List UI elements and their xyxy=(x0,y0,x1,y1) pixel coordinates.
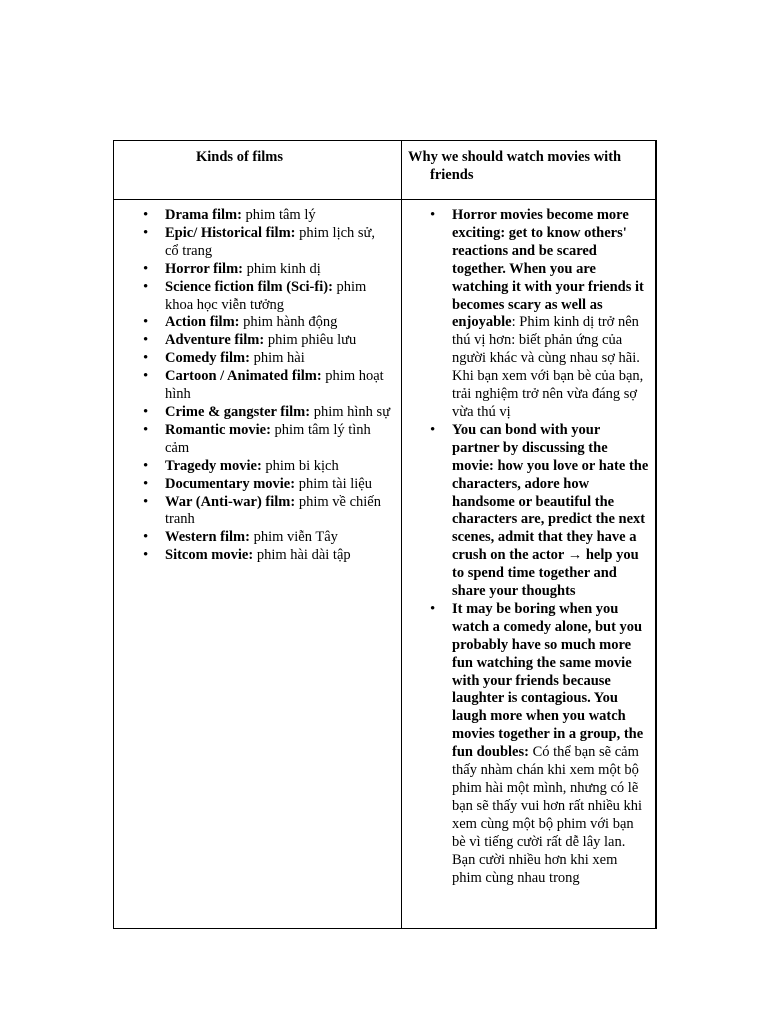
film-kind-term: Comedy film: xyxy=(165,350,250,367)
film-kind-translation: phim phiêu lưu xyxy=(264,332,357,349)
reasons-list xyxy=(402,200,655,887)
reason-item xyxy=(452,601,649,888)
film-kind-term: Romantic movie: xyxy=(165,421,271,438)
film-kind-translation: phim về chiến tranh xyxy=(165,493,381,528)
header-kinds-of-films: Kinds of films xyxy=(196,149,284,165)
film-kind-translation: phim tâm lý tình cảm xyxy=(165,421,371,456)
reason-translation: : Phim kinh dị trở nên thú vị hơn: biết phản ứng của người khác và cùng nhau sợ hãi. Khi bạn xem với bạn bè của bạn, trải nghiệm trở nên vừa đáng sợ vừa thú vị xyxy=(452,314,644,420)
header-why-line1: Why we should watch movies with xyxy=(408,149,622,165)
film-kind-item xyxy=(165,314,391,332)
film-kind-item xyxy=(165,458,391,476)
film-kind-item xyxy=(165,494,391,530)
header-cell-why xyxy=(402,141,656,200)
reason-bold-text: Horror movies become more exciting: get to know others' reactions and be scared together. When you are watching it with your friends it becomes scary as well as enjoyable xyxy=(452,207,644,331)
film-kind-item xyxy=(165,368,391,404)
header-why-watch-with-friends xyxy=(402,141,655,184)
film-kind-translation: phim tâm lý xyxy=(241,207,316,223)
film-kind-translation: phim hài dài tập xyxy=(253,547,351,564)
film-kind-item xyxy=(165,547,391,565)
reason-item xyxy=(452,207,649,422)
film-kind-term: Action film: xyxy=(165,314,240,331)
reason-translation: Có thể bạn sẽ cảm thấy nhàm chán khi xem một bộ phim hài một mình, nhưng có lẽ bạn sẽ thấy vui hơn rất nhiều khi xem cùng một bộ phim với bạn bè vì tiếng cười rất dễ lây lan. Bạn cười nhiều hơn khi xem phim cùng nhau trong xyxy=(452,744,643,886)
table-body-row xyxy=(114,200,656,929)
film-kind-term: Sitcom movie: xyxy=(165,547,254,564)
film-kind-item xyxy=(165,404,391,422)
film-kind-item xyxy=(165,279,391,315)
header-why-line2: friends xyxy=(430,167,474,183)
films-table xyxy=(113,140,657,929)
film-kind-term: Horror film: xyxy=(165,260,243,277)
film-kind-term: Drama film: xyxy=(165,207,242,223)
film-kind-item xyxy=(165,261,391,279)
film-kind-translation: phim hài xyxy=(249,350,305,367)
film-kind-translation: phim khoa học viễn tưởng xyxy=(165,278,367,313)
film-kind-translation: phim hoạt hình xyxy=(165,368,384,403)
films-list xyxy=(114,200,401,565)
film-kind-term: Tragedy movie: xyxy=(165,457,262,474)
film-kind-term: Western film: xyxy=(165,529,250,546)
film-kind-translation: phim viễn Tây xyxy=(249,529,338,546)
film-kind-term: Crime & gangster film: xyxy=(165,403,311,420)
films-cell xyxy=(114,200,402,929)
film-kind-item xyxy=(165,476,391,494)
film-kind-item xyxy=(165,332,391,350)
reason-bold-text: It may be boring when you watch a comedy alone, but you probably have so much more fun watching the same movie with your friends because laughter is contagious. You laugh more when you watch movies together in a group, the fun doubles: xyxy=(452,600,644,761)
reason-bold-text: You can bond with your partner by discussing the movie: how you love or hate the characters, adore how handsome or beautiful the characters are, predict the next scenes, admit that they have a crush on the actor → help you to spend time together and share your thoughts xyxy=(452,421,649,600)
film-kind-translation: phim hành động xyxy=(239,314,338,331)
film-kind-translation: phim hình sự xyxy=(310,403,391,420)
film-kind-term: Cartoon / Animated film: xyxy=(165,368,322,385)
film-kind-term: Science fiction film (Sci-fi): xyxy=(165,278,333,295)
film-kind-translation: phim lịch sử, cổ trang xyxy=(165,224,376,259)
film-kind-item xyxy=(165,422,391,458)
film-kind-item xyxy=(165,225,391,261)
film-kind-item xyxy=(165,350,391,368)
film-kind-term: Epic/ Historical film: xyxy=(165,224,296,241)
film-kind-translation: phim kinh dị xyxy=(242,260,321,277)
film-kind-item xyxy=(165,207,391,225)
table-header-row xyxy=(114,141,656,200)
film-kind-translation: phim bi kịch xyxy=(261,457,339,474)
film-kind-term: Documentary movie: xyxy=(165,475,296,492)
film-kind-term: Adventure film: xyxy=(165,332,265,349)
film-kind-item xyxy=(165,529,391,547)
reasons-cell xyxy=(402,200,656,929)
reason-item xyxy=(452,422,649,601)
film-kind-term: War (Anti-war) film: xyxy=(165,493,296,510)
film-kind-translation: phim tài liệu xyxy=(295,475,372,492)
header-cell-kinds xyxy=(114,141,402,200)
